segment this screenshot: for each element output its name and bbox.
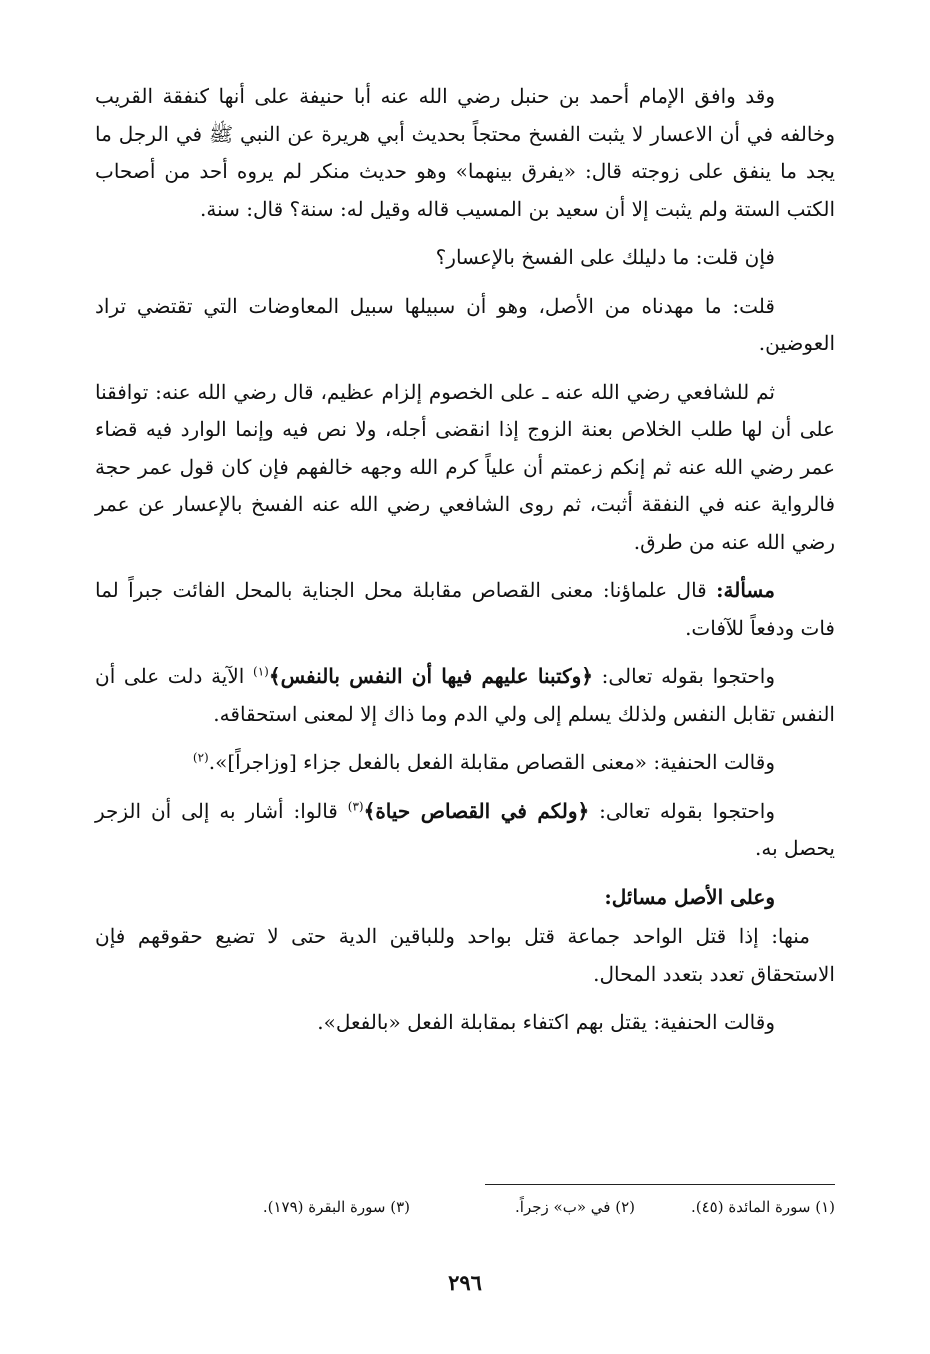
ihtajju-2-after: قالوا: أشار به إلى أن الزجر يحصل به. <box>95 798 835 860</box>
paragraph-masala <box>95 572 835 647</box>
quran-verse-2: ﴿ولكم في القصاص حياة﴾ <box>363 798 590 823</box>
page-body <box>95 78 835 1053</box>
footnotes <box>95 1198 835 1216</box>
page-number: ٢٩٦ <box>448 1270 482 1295</box>
hanafiyya-1-end: . <box>208 750 216 774</box>
paragraph-2: فإن قلت: ما دليلك على الفسخ بالإعسار؟ <box>435 245 775 269</box>
footnote-2: (٢) في «ب» زجراً. <box>515 1198 635 1216</box>
footnote-1: (١) سورة المائدة (٤٥). <box>691 1198 835 1216</box>
masala-lead: مسألة: <box>716 578 775 602</box>
paragraph-ihtajju-1 <box>95 658 835 733</box>
footnote-ref-3: (٣) <box>347 798 364 813</box>
footnote-ref-2: (٢) <box>192 750 209 765</box>
paragraph-minha: منها: إذا قتل الواحد جماعة قتل بواحد وللباقين الدية حتى لا تضيع حقوقهم فإن الاستحقاق تعدد بتعدد المحال. <box>95 924 835 986</box>
paragraph-4: ثم للشافعي رضي الله عنه ـ على الخصوم إلزام عظيم، قال رضي الله عنه: توافقنا على أن لها طلب الخلاص بعنة الزوج إذا انقضى أجله، ولا نص فيه وإنما الوارد فيه قضاء عمر رضي الله عنه ثم إنكم زعمتم أن علياً كرم الله وجهه خالفهم فإن كان قول عمر حجة فالرواية عنه في النفقة أثبت، ثم روى الشافعي رضي الله عنه الفسخ بالإعسار عن عمر رضي الله عنه من طرق. <box>95 379 836 554</box>
hanafiyya-1-text: وقالت الحنفية: «معنى القصاص مقابلة الفعل بالفعل جزاء [وزاجراً]» <box>215 750 775 774</box>
ihtajju-2-before: واحتجوا بقوله تعالى: <box>599 798 776 823</box>
paragraph-last: وقالت الحنفية: يقتل بهم اكتفاء بمقابلة الفعل «بالفعل». <box>317 1010 775 1034</box>
ihtajju-1-after: الآية دلت على أن النفس تقابل النفس ولذلك يسلم إلى ولي الدم وما ذاك إلا لمعنى استحقاقه. <box>95 664 835 726</box>
footnote-divider <box>485 1184 835 1185</box>
paragraph-hanafiyya-1 <box>95 744 835 782</box>
ihtajju-1-before: واحتجوا بقوله تعالى: <box>601 664 776 688</box>
quran-verse-1: ﴿وكتبنا عليهم فيها أن النفس بالنفس﴾ <box>268 664 593 688</box>
paragraph-ihtajju-2 <box>95 793 835 868</box>
masala-text: قال علماؤنا: معنى القصاص مقابلة محل الجناية بالمحل الفائت جبراً لما فات ودفعاً للآفات. <box>95 578 835 640</box>
paragraph-1: وقد وافق الإمام أحمد بن حنبل رضي الله عنه أبا حنيفة على أنها كنفقة القريب وخالفه في أن الاعسار لا يثبت الفسخ محتجاً بحديث أبي هريرة عن النبي ﷺ في الرجل ما يجد ما ينفق على زوجته قال: «يفرق بينهما» وهو حديث منكر لم يروه أحد من أصحاب الكتب الستة ولم يثبت إلا أن سعيد بن المسيب قاله وقيل له: سنة؟ قال: سنة. <box>95 84 835 221</box>
paragraph-3: قلت: ما مهدناه من الأصل، وهو أن سبيلها سبيل المعاوضات التي تقتضي تراد العوضين. <box>95 293 835 355</box>
footnote-3: (٣) سورة البقرة (١٧٩). <box>262 1198 410 1216</box>
footnote-ref-1: (١) <box>253 664 269 679</box>
masail-heading: وعلى الأصل مسائل: <box>604 884 775 909</box>
